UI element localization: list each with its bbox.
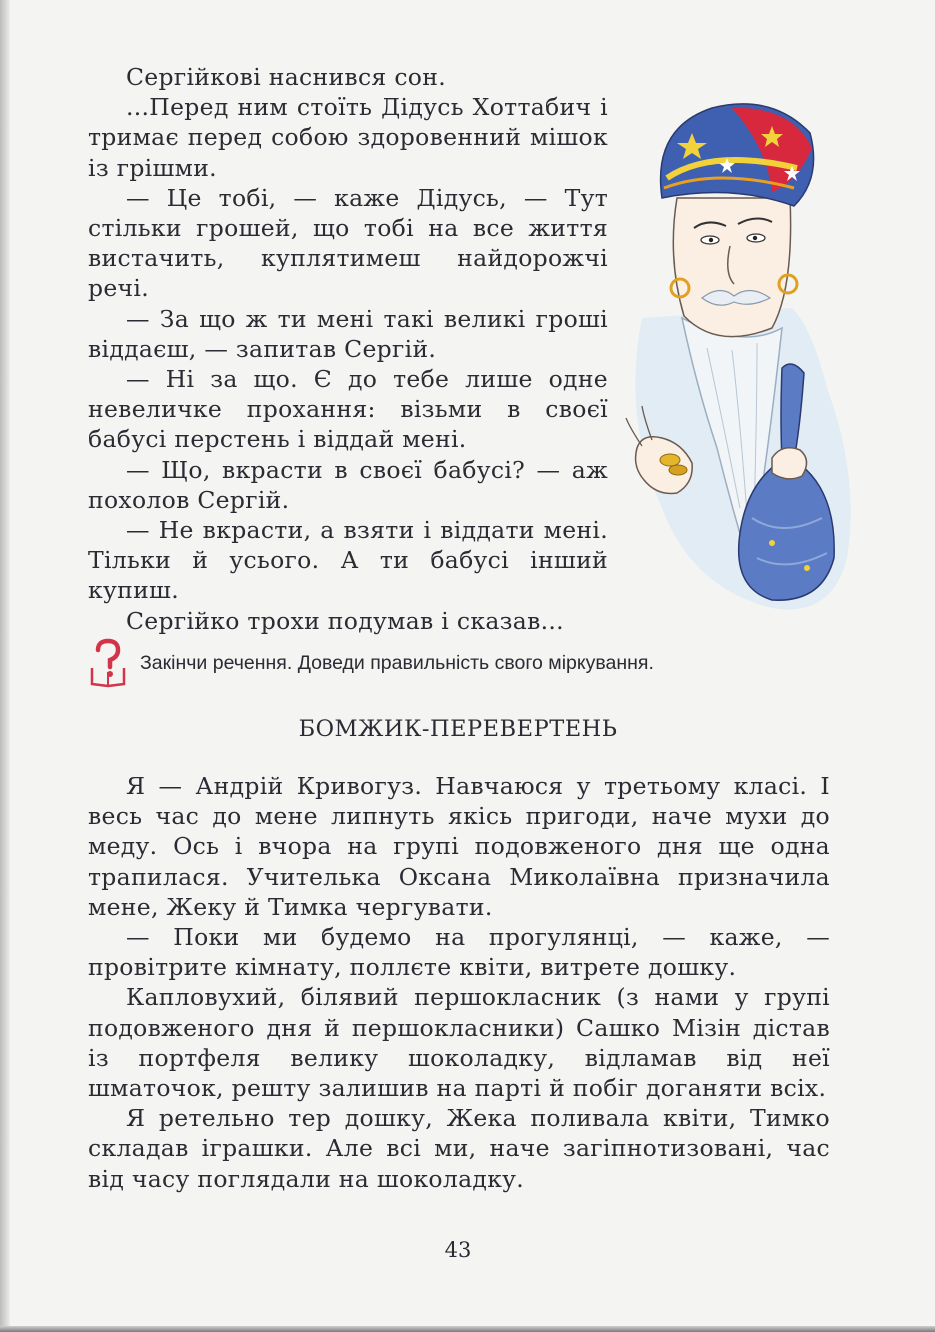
paragraph: Капловухий, білявий першокласник (з нами у групі подовженого дня й першокласники) Сашко Мізін дістав із портфеля велику шоколадку, відламав від неї шматочок, решту залишив на парті й побіг доганяти всіх. (88, 983, 830, 1103)
paragraph: — Поки ми будемо на прогулянці, — каже, — провітрите кімнату, поллєте квіти, витрете дошку. (88, 923, 830, 982)
paragraph: — Що, вкрасти в своєї бабусі? — аж похолов Сергій. (88, 455, 608, 514)
paragraph: Сергійко трохи подумав і сказав... (126, 606, 564, 635)
page-bottom-edge (0, 1326, 935, 1332)
paragraph: — Це тобі, — каже Дідусь, — Тут стільки грошей, що тобі на все життя вистачить, куплятимеш найдорожчі речі. (88, 183, 608, 303)
task-block (88, 638, 828, 688)
page-number: 43 (444, 1238, 472, 1262)
question-book-icon (88, 638, 128, 688)
dialogue-text-block (88, 62, 608, 636)
paragraph: — Ні за що. Є до тебе лише одне невеличке прохання: візьми в своєї бабусі перстень і віддай мені. (88, 365, 608, 454)
page-binding-edge (0, 0, 10, 1332)
paragraph: ...Перед ним стоїть Дідусь Хоттабич і тримає перед собою здоровенний мішок із грішми. (88, 93, 608, 182)
genie-old-man-picture (622, 88, 862, 633)
paragraph: — За що ж ти мені такі великі гроші віддаєш, — запитав Сергій. (88, 304, 608, 363)
paragraph: Я — Андрій Кривогуз. Навчаюся у третьому класі. І весь час до мене липнуть якісь пригоди, наче мухи до меду. Ось і вчора на групі подовженого дня ще одна трапилася. Учителька Оксана Миколаївна призначила мене, Жеку й Тимка чергувати. (88, 772, 830, 921)
hottabych-illustration (622, 88, 862, 633)
paragraph: Я ретельно тер дошку, Жека поливала квіти, Тимко складав іграшки. Але всі ми, наче загіпнотизовані, час від часу поглядали на шоколадку. (88, 1104, 830, 1193)
story-text-block (88, 771, 830, 1194)
paragraph: — Не вкрасти, а взяти і віддати мені. Тільки й усього. А ти бабусі інший купиш. (88, 516, 608, 605)
paragraph: Сергійкові наснився сон. (126, 63, 446, 91)
task-instruction: Закінчи речення. Доведи правильність свого міркування. (140, 652, 654, 674)
story-title: БОМЖИК-ПЕРЕВЕРТЕНЬ (298, 716, 618, 742)
